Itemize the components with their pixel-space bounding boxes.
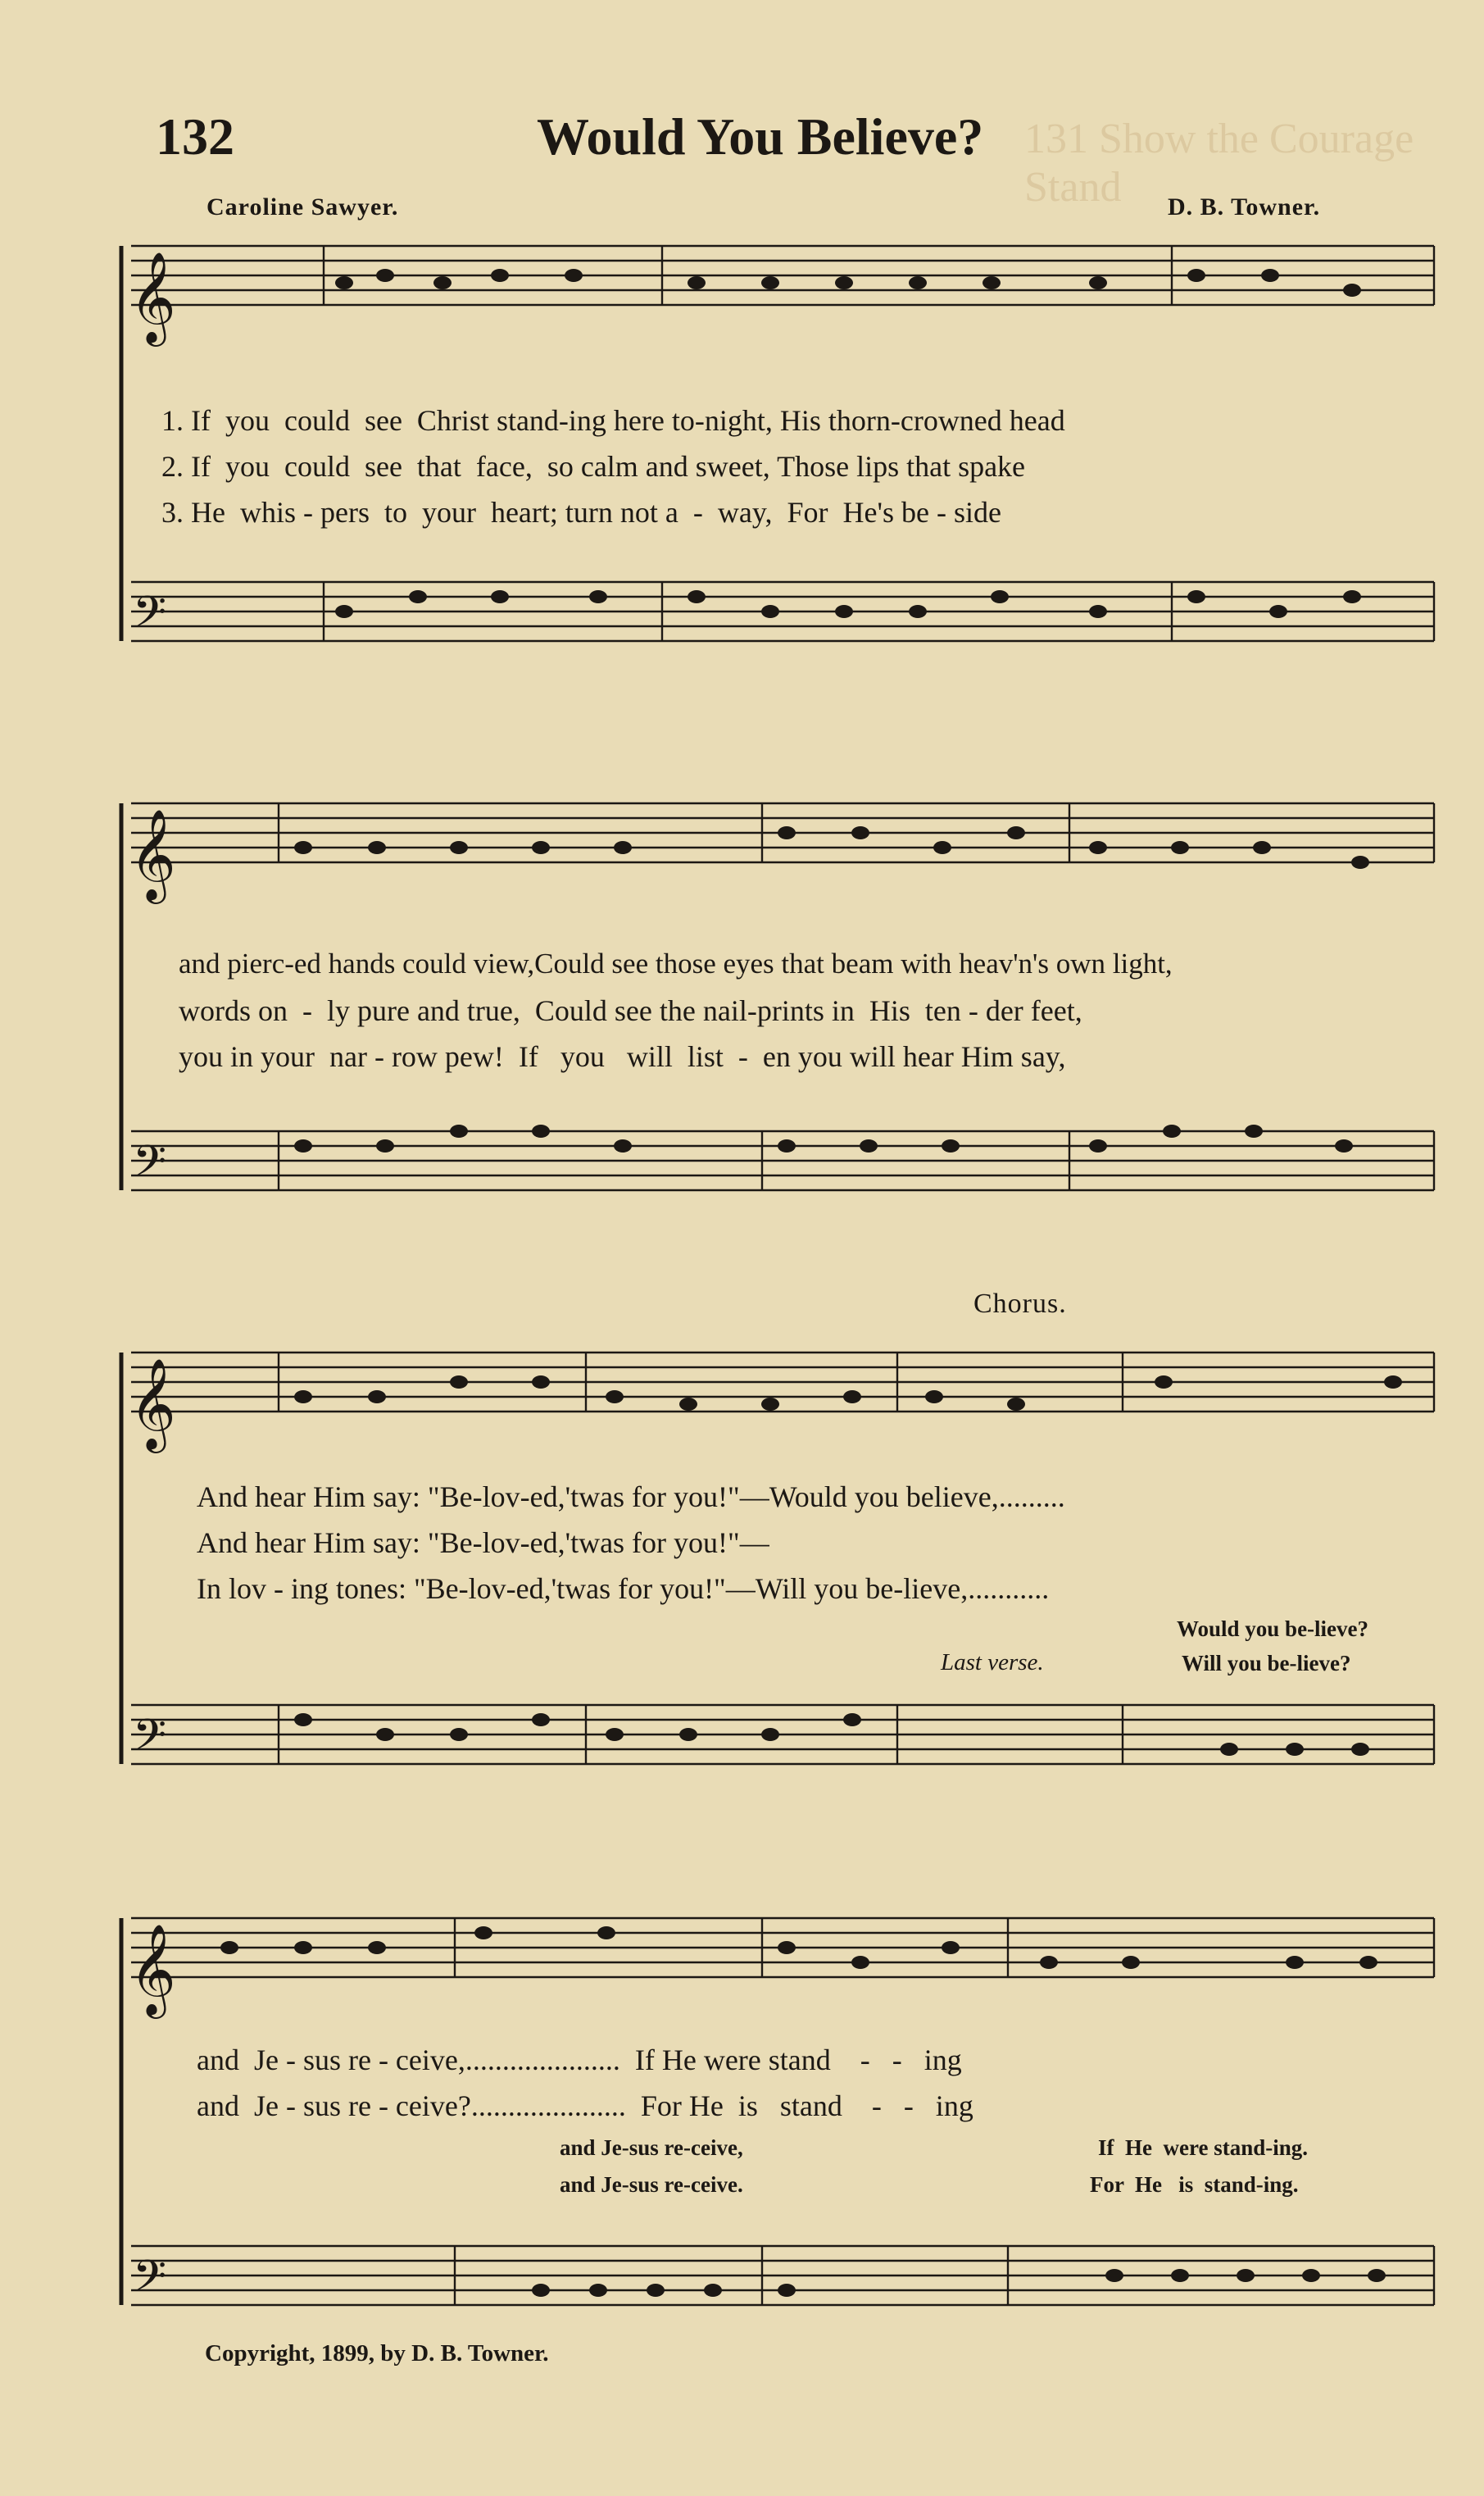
svg-text:𝄢: 𝄢 xyxy=(133,1137,167,1198)
echo-would-you-believe: Would you be-lieve? xyxy=(1177,1616,1369,1641)
verse-2-line-1: 2. If you could see that face, so calm and sweet, Those lips that spake xyxy=(161,450,1026,483)
chorus-line-1: And hear Him say: "Be-lov-ed,'twas for you!"—Would you believe,......... xyxy=(197,1480,1065,1513)
verse-3-line-2: you in your nar - row pew! If you will list - en you will hear Him say, xyxy=(179,1040,1066,1073)
composer-credit: D. B. Towner. xyxy=(1168,193,1321,221)
verse-1-line-2: and pierc-ed hands could view,Could see those eyes that beam with heav'n's own light, xyxy=(179,948,1173,980)
echo-will-you-believe: Will you be-lieve? xyxy=(1182,1651,1351,1675)
svg-text:𝄢: 𝄢 xyxy=(133,2252,167,2312)
chorus-label: Chorus. xyxy=(973,1289,1067,1319)
chorus-line-5: and Je - sus re - ceive?..................... For He is stand - - ing xyxy=(197,2089,973,2122)
svg-text:𝄞: 𝄞 xyxy=(129,1357,176,1449)
verse-1-line-1: 1. If you could see Christ stand-ing here to-night, His thorn-crowned head xyxy=(161,404,1065,437)
svg-text:𝄞: 𝄞 xyxy=(129,808,176,900)
bass-echo-if-he-were-standing: If He were stand-ing. xyxy=(1098,2135,1308,2160)
verse-2-line-2: words on - ly pure and true, Could see the nail-prints in His ten - der feet, xyxy=(179,994,1082,1027)
bass-echo-and-jesus-receive-2: and Je-sus re-ceive. xyxy=(560,2172,743,2197)
last-verse-label: Last verse. xyxy=(941,1649,1044,1675)
bass-echo-and-jesus-receive-1: and Je-sus re-ceive, xyxy=(560,2135,743,2160)
svg-text:𝄢: 𝄢 xyxy=(133,1711,167,1771)
svg-text:𝄞: 𝄞 xyxy=(129,251,176,343)
hymn-number: 132 xyxy=(156,107,234,166)
bleed-through-text: 131 Show the Courage Stand xyxy=(1024,116,1414,211)
chorus-line-3: In lov - ing tones: "Be-lov-ed,'twas for you!"—Will you be-lieve,........... xyxy=(197,1572,1050,1605)
hymn-title: Would You Believe? xyxy=(537,107,984,166)
svg-text:𝄞: 𝄞 xyxy=(129,1923,176,2015)
system-1-staves xyxy=(121,246,1434,641)
chorus-line-2: And hear Him say: "Be-lov-ed,'twas for you!"— xyxy=(197,1526,769,1559)
verse-3-line-1: 3. He whis - pers to your heart; turn not a - way, For He's be - side xyxy=(161,496,1001,529)
svg-text:𝄢: 𝄢 xyxy=(133,588,167,648)
copyright-notice: Copyright, 1899, by D. B. Towner. xyxy=(205,2340,549,2366)
chorus-line-4: and Je - sus re - ceive,..................... If He were stand - - ing xyxy=(197,2044,962,2076)
lyricist-credit: Caroline Sawyer. xyxy=(206,193,399,221)
bass-echo-for-he-is-standing: For He is stand-ing. xyxy=(1090,2172,1299,2197)
